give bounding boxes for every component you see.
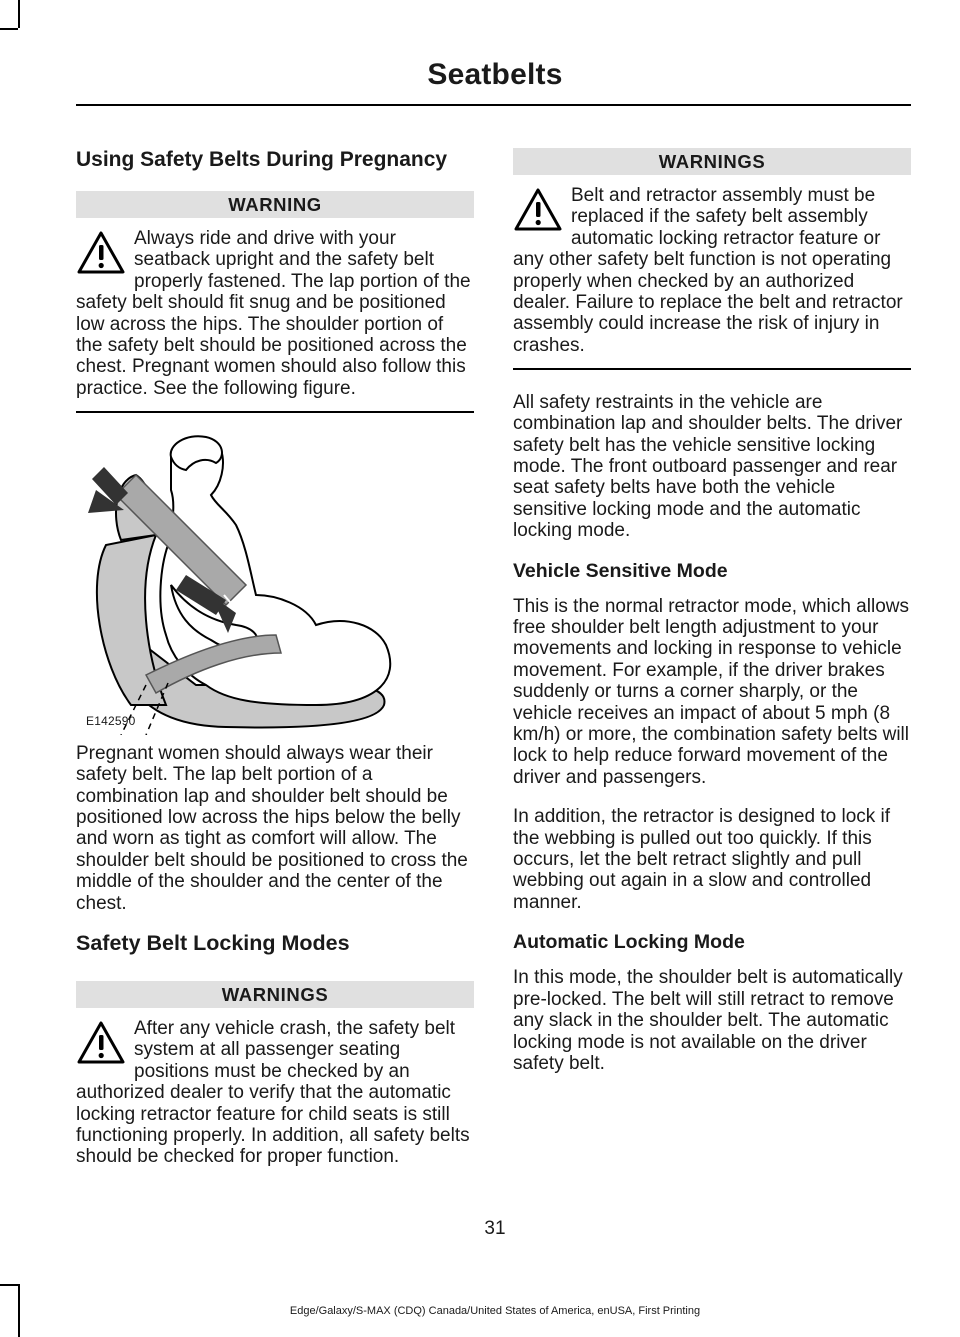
paragraph: This is the normal retractor mode, which allows free shoulder belt length adjustment to your movements and locking in response to vehicle movement. For example, if the driver brakes suddenly or turns a corner sharply, or the vehicle receives an impact of about 5 mph (8 km/h) or more, the combination safety belts will lock to help reduce forward movement of the driver and passengers. bbox=[513, 595, 909, 788]
page-title: Seatbelts bbox=[427, 58, 563, 91]
left-column bbox=[76, 148, 474, 1168]
subsection-title-vehicle-sensitive: Vehicle Sensitive Mode bbox=[513, 559, 728, 582]
warning-content bbox=[76, 228, 474, 399]
crop-mark bbox=[0, 28, 18, 30]
section-title-pregnancy: Using Safety Belts During Pregnancy bbox=[76, 148, 448, 171]
warning-heading: WARNINGS bbox=[76, 981, 474, 1008]
page-number: 31 bbox=[484, 1218, 506, 1239]
paragraph: In addition, the retractor is designed to lock if the webbing is pulled out too quickly. If this occurs, let the belt retract slightly and pull webbing out again in a slow and controlled manner. bbox=[513, 806, 891, 913]
warning-heading: WARNING bbox=[76, 191, 474, 218]
warning-text: Belt and retractor assembly must be replaced if the safety belt assembly automatic locking retractor feature or any other safety belt function is not operating properly when checked by an authorized dealer. Failure to replace the belt and retractor assembly could increase the risk of injury in crashes. bbox=[513, 185, 903, 356]
figure-code: E142590 bbox=[86, 713, 136, 728]
crop-mark bbox=[0, 1284, 18, 1286]
paragraph: In this mode, the shoulder belt is automatically pre-locked. The belt will still retract to remove any slack in the shoulder belt. The automatic locking mode is not available on the driver safety belt. bbox=[513, 967, 903, 1074]
warning-triangle-icon bbox=[513, 185, 567, 243]
crop-mark bbox=[18, 0, 20, 28]
warning-divider bbox=[513, 368, 911, 370]
subsection-title-automatic-locking: Automatic Locking Mode bbox=[513, 931, 745, 954]
paragraph: All safety restraints in the vehicle are combination lap and shoulder belts. The driver safety belt has the vehicle sensitive locking mode. The front outboard passenger and rear seat safety belts have both the vehicle sensitive locking mode and the automatic locking mode. bbox=[513, 391, 903, 542]
edition-footer: Edge/Galaxy/S-MAX (CDQ) Canada/United States of America, enUSA, First Printing bbox=[289, 1305, 701, 1317]
warning-heading: WARNINGS bbox=[513, 148, 911, 175]
warning-box bbox=[76, 191, 474, 413]
warning-triangle-icon bbox=[76, 228, 130, 286]
right-column bbox=[513, 148, 911, 1092]
section-title-locking-modes: Safety Belt Locking Modes bbox=[76, 931, 350, 955]
warning-triangle-icon bbox=[76, 1018, 130, 1076]
warning-box bbox=[76, 981, 474, 1168]
warning-text: After any vehicle crash, the safety belt system at all passenger seating positions must be checked by an authorized dealer to verify that the automatic locking retractor feature for child seats is still functioning properly. In addition, all safety belts should be checked for proper function. bbox=[76, 1018, 470, 1168]
warning-content bbox=[76, 1018, 474, 1168]
warning-content bbox=[513, 185, 911, 356]
pregnancy-belt-figure bbox=[76, 435, 474, 735]
warning-text: Always ride and drive with your seatback upright and the safety belt properly fastened. The lap portion of the safety belt should fit snug and be positioned low across the hips. The shoulder portion of the safety belt should be positioned across the chest. Pregnant women should also follow this practice. See the following figure. bbox=[76, 228, 471, 399]
header-divider bbox=[76, 104, 911, 106]
warning-box bbox=[513, 148, 911, 370]
warning-divider bbox=[76, 411, 474, 413]
paragraph: Pregnant women should always wear their safety belt. The lap belt portion of a combination lap and shoulder belt should be positioned low across the hips below the belly and worn as tight as comfort will allow. The shoulder belt should be positioned to cross the middle of the shoulder and the center of the chest. bbox=[76, 742, 468, 914]
